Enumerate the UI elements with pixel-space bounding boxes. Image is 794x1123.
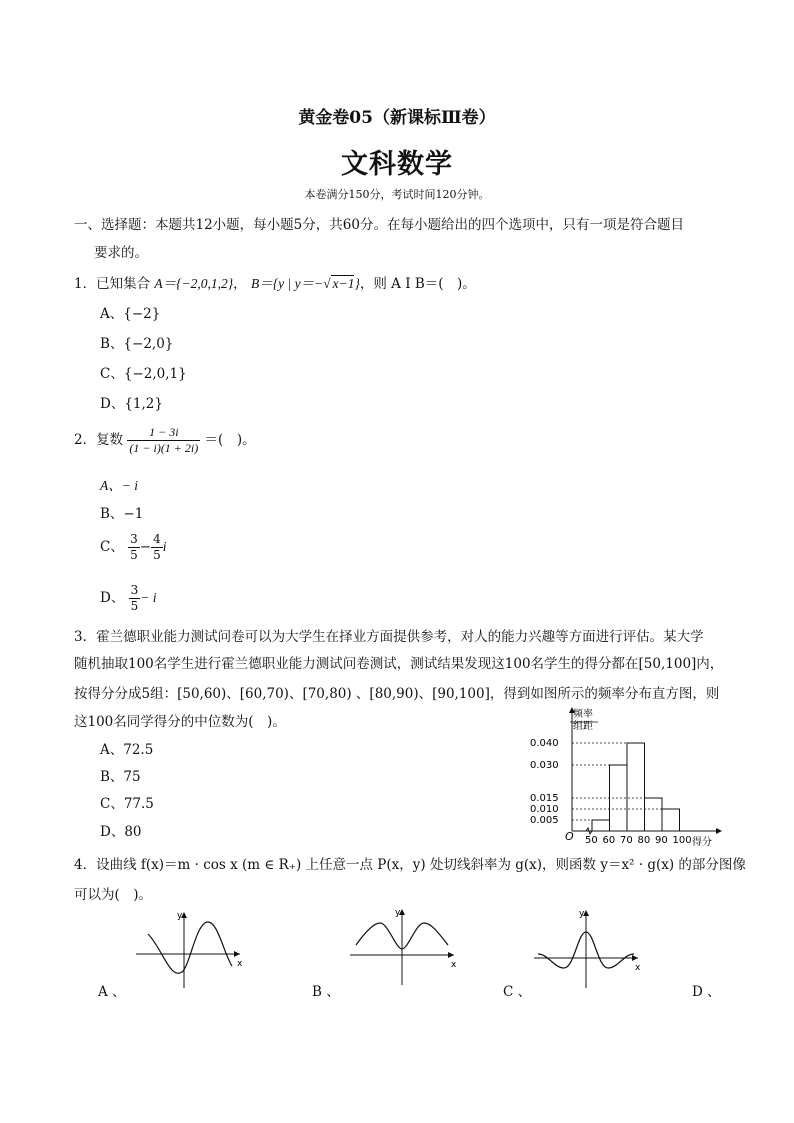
denominator: 5 (130, 599, 139, 613)
q3-option-c: C、77.5 (100, 796, 154, 812)
question-suffix: ，则 A I B＝( )。 (359, 276, 476, 292)
histogram-guide-lines (572, 743, 662, 820)
exam-note: 本卷满分150分，考试时间120分钟。 (304, 188, 490, 201)
curve-a (148, 922, 232, 973)
graph-label-c: C 、 (503, 984, 532, 1000)
x-axis-arrow (716, 828, 722, 834)
y-tick-label: 0.005 (530, 815, 559, 826)
question-3-line1: 3．霍兰德职业能力测试问卷可以为大学生在择业方面提供参考，对人的能力兴趣等方面进行评估。某大学 (74, 629, 704, 645)
set-b-suffix: } (354, 276, 360, 291)
fraction-3-5 (128, 532, 140, 563)
histogram-y-ticks (530, 738, 559, 826)
question-suffix: ＝( )。 (204, 432, 256, 448)
x-tick-label: 80 (637, 835, 651, 846)
fraction-denominator: (1 − i)(1 + 2i) (129, 441, 199, 455)
y-axis-label: y (579, 909, 585, 919)
question-text: 设曲线 f(x)＝m · cos x (m ∈ R₊) 上任意一点 P(x，y) 处切线斜率为 g(x)，则函数 y＝x² · g(x) 的部分图像 (96, 857, 746, 873)
x-axis-label: x (635, 963, 641, 973)
q3-option-a: A、72.5 (100, 742, 154, 758)
q1-option-d: D、{1,2} (100, 396, 163, 412)
q3-option-d: D、80 (100, 824, 142, 840)
minus: − (139, 539, 152, 555)
option-label: C、 (100, 539, 124, 555)
fraction-numerator: 1 − 3i (127, 425, 200, 441)
complex-fraction (127, 425, 200, 456)
q1-option-a: A、{−2} (100, 306, 161, 322)
y-tick-label: 0.040 (530, 738, 559, 749)
numerator: 3 (130, 583, 139, 597)
set-b-radicand: x−1 (332, 276, 355, 291)
set-b-prefix: B＝{y | y＝− (250, 276, 324, 291)
q1-option-c: C、{−2,0,1} (100, 366, 187, 382)
set-b: B＝{y | y＝−√ x−1} (250, 276, 360, 291)
histogram-bar (662, 809, 680, 831)
histogram-bar (645, 798, 663, 831)
q1-option-b: B、{−2,0} (100, 336, 174, 352)
set-a: A＝{−2,0,1,2} (154, 276, 234, 291)
histogram-x-ticks (585, 835, 692, 846)
subject-title: 文科数学 (341, 149, 453, 180)
section-heading-line1: 一、选择题：本题共12小题，每小题5分，共60分。在每小题给出的四个选项中，只有一项是符合题目 (74, 217, 684, 233)
x-tick-label: 70 (620, 835, 633, 846)
origin-label: O (565, 830, 574, 843)
question-number: 1． (74, 276, 97, 292)
y-axis-label: y (177, 911, 183, 921)
histogram-bar (592, 820, 610, 831)
histogram-bars (592, 743, 680, 831)
question-4-line1 (74, 855, 746, 875)
y-axis-label-top: 频率 (573, 709, 593, 720)
question-3-line3: 按得分分成5组：[50,60)、[60,70)、[70,80) 、[80,90)、[90,100]，得到如图所示的频率分布直方图，则 (74, 686, 720, 702)
fraction-3-5 (129, 583, 141, 614)
histogram-bar (627, 743, 645, 831)
y-tick-label: 0.015 (530, 793, 559, 804)
y-axis-label-bottom: 组距 (573, 721, 593, 732)
q2-option-b: B、−1 (100, 506, 144, 522)
x-tick-label: 90 (655, 835, 668, 846)
x-tick-label: 100 (672, 835, 692, 846)
question-text: 已知集合 (96, 276, 151, 292)
x-axis-label: x (451, 960, 457, 970)
comma: ， (233, 276, 247, 292)
minus-i: − i (140, 590, 157, 605)
graph-option-c (530, 908, 645, 990)
question-1 (74, 274, 476, 294)
denominator: 5 (130, 548, 138, 562)
question-4-line2: 可以为( )。 (74, 887, 153, 903)
section-heading-line2: 要求的。 (94, 245, 148, 261)
numerator: 4 (153, 532, 161, 546)
q2-option-d (100, 583, 157, 614)
y-tick-label: 0.030 (530, 760, 559, 771)
graph-label-b: B 、 (312, 984, 340, 1000)
graph-option-a (132, 908, 247, 990)
question-3-line2: 随机抽取100名学生进行霍兰德职业能力测试问卷测试，测试结果发现这100名学生的得分都在[50,100]内， (74, 656, 724, 672)
question-3-line4: 这100名同学得分的中位数为( )。 (74, 714, 286, 730)
question-2 (74, 425, 256, 456)
q2-option-c (100, 532, 167, 563)
q3-option-b: B、75 (100, 769, 141, 785)
x-tick-label: 60 (602, 835, 616, 846)
q2-option-a: A、− i (100, 478, 138, 493)
x-axis-label: x (237, 959, 243, 969)
graph-option-b (346, 905, 461, 987)
numerator: 3 (130, 532, 138, 546)
option-label: D、 (100, 590, 125, 606)
frequency-histogram (530, 705, 730, 850)
x-axis-label: 得分 (692, 837, 712, 848)
graph-label-d: D 、 (692, 984, 721, 1000)
graph-label-a: A 、 (98, 984, 126, 1000)
question-number: 4． (74, 857, 97, 873)
question-text: 复数 (96, 432, 124, 448)
denominator: 5 (153, 548, 161, 562)
fraction-4-5 (151, 532, 163, 563)
imaginary-unit: i (162, 539, 167, 554)
y-tick-label: 0.010 (530, 804, 559, 815)
paper-title: 黄金卷05（新课标Ⅲ卷） (298, 108, 496, 128)
x-tick-label: 50 (585, 835, 598, 846)
question-number: 2． (74, 432, 97, 448)
y-axis-label: y (395, 908, 401, 918)
